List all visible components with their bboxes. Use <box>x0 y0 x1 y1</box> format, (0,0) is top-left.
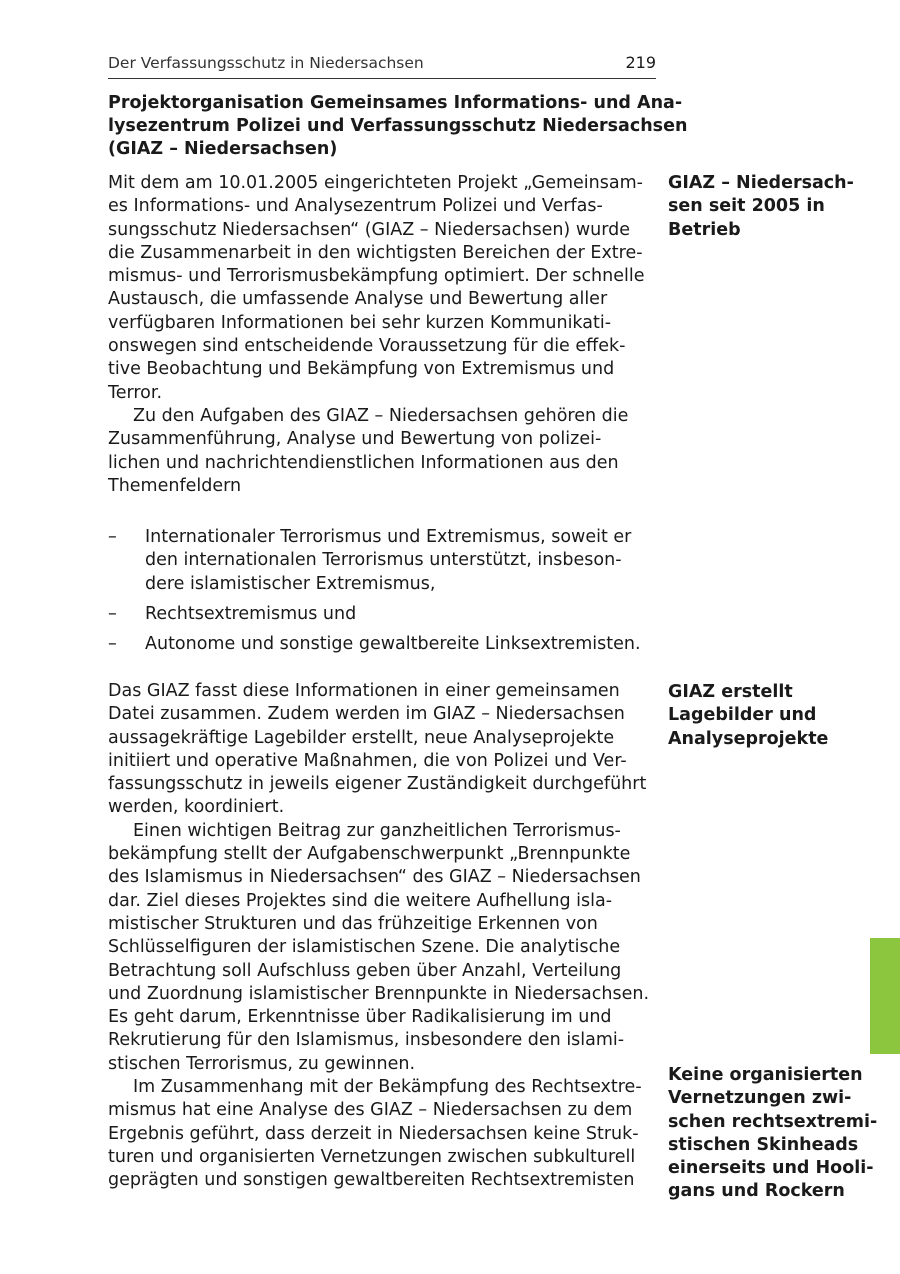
text-line: dere islamistischer Extremismus, <box>145 573 436 594</box>
bullet-dash: – <box>108 634 117 655</box>
note-line: Lagebilder und <box>668 705 817 726</box>
bullet-dash: – <box>108 527 117 547</box>
text-line: stischen Terrorismus, zu gewinnen. <box>108 1053 416 1074</box>
section-heading <box>108 92 688 161</box>
text-line: turen und organisierten Vernetzungen zwischen subkulturell <box>108 1146 636 1167</box>
text-line: und Zuordnung islamistischer Brennpunkte in Niedersachsen. <box>108 983 650 1004</box>
margin-note-vernetzungen <box>668 1064 878 1204</box>
note-line: stischen Skinheads <box>668 1134 859 1155</box>
text-line: aussagekräftige Lagebilder erstellt, neue Analyseprojekte <box>108 727 615 748</box>
text-line: den internationalen Terrorismus unterstützt, insbeson- <box>145 550 622 571</box>
text-line: mismus hat eine Analyse des GIAZ – Niedersachsen zu dem <box>108 1100 633 1121</box>
text-line: Einen wichtigen Beitrag zur ganzheitlichen Terrorismus- <box>133 820 621 841</box>
note-line: GIAZ erstellt <box>668 682 793 702</box>
heading-line: lysezentrum Polizei und Verfassungsschutz Niedersachsen <box>108 116 688 136</box>
note-line: Vernetzungen zwi- <box>668 1088 852 1109</box>
text-line: des Islamismus in Niedersachsen“ des GIAZ – Niedersachsen <box>108 867 641 888</box>
text-line: Rechtsextremismus und <box>145 603 357 624</box>
note-line: schen rechtsextremi- <box>668 1111 878 1132</box>
note-line: sen seit 2005 in <box>668 196 825 217</box>
text-line: Terror. <box>108 382 163 403</box>
bullet-dash: – <box>108 603 117 624</box>
list-item <box>108 633 656 656</box>
topic-list <box>108 526 656 663</box>
note-line: Betrieb <box>668 219 741 240</box>
running-header <box>108 52 656 79</box>
text-line: es Informations- und Analysezentrum Polizei und Verfas- <box>108 196 603 217</box>
text-line: Mit dem am 10.01.2005 eingerichteten Projekt „Gemeinsam- <box>108 173 643 193</box>
list-item <box>108 603 656 626</box>
text-line: Im Zusammenhang mit der Bekämpfung des Rechtsextre- <box>133 1077 642 1098</box>
note-line: GIAZ – Niedersach- <box>668 173 854 193</box>
text-line: initiiert und operative Maßnahmen, die von Polizei und Ver- <box>108 750 627 771</box>
text-line: sungsschutz Niedersachsen“ (GIAZ – Niedersachsen) wurde <box>108 219 630 240</box>
note-line: Analyseprojekte <box>668 728 829 749</box>
text-line: Es geht darum, Erkenntnisse über Radikalisierung im und <box>108 1007 612 1028</box>
chapter-thumb-tab <box>870 938 900 1054</box>
text-line: Datei zusammen. Zudem werden im GIAZ – Niedersachsen <box>108 704 625 725</box>
text-line: Autonome und sonstige gewaltbereite Linksextremisten. <box>145 634 641 655</box>
text-line: dar. Ziel dieses Projektes sind die weitere Aufhellung isla- <box>108 890 613 911</box>
text-line: Internationaler Terrorismus und Extremismus, soweit er <box>145 527 632 547</box>
text-line: Themenfeldern <box>108 475 242 496</box>
text-line: Zusammenführung, Analyse und Bewertung von polizei- <box>108 429 602 450</box>
text-line: Das GIAZ fasst diese Informationen in einer gemeinsamen <box>108 681 620 701</box>
list-item <box>108 526 656 596</box>
text-line: bekämpfung stellt der Aufgabenschwerpunkt „Brennpunkte <box>108 844 631 865</box>
text-line: Austausch, die umfassende Analyse und Bewertung aller <box>108 289 608 310</box>
text-line: fassungsschutz in jeweils eigener Zuständigkeit durchgeführt <box>108 774 647 795</box>
text-line: Zu den Aufgaben des GIAZ – Niedersachsen gehören die <box>133 405 629 426</box>
text-line: die Zusammenarbeit in den wichtigsten Bereichen der Extre- <box>108 242 643 263</box>
text-line: mismus- und Terrorismusbekämpfung optimiert. Der schnelle <box>108 266 645 287</box>
heading-line: Projektorganisation Gemeinsames Informations- und Ana- <box>108 93 683 113</box>
note-line: Keine organisierten <box>668 1065 863 1085</box>
page-number: 219 <box>625 53 656 72</box>
text-line: mistischer Strukturen und das frühzeitige Erkennen von <box>108 913 598 934</box>
note-line: einerseits und Hooli- <box>668 1158 874 1179</box>
paragraph-1 <box>108 172 656 498</box>
margin-note-giaz-betrieb <box>668 172 868 242</box>
note-line: gans und Rockern <box>668 1181 845 1202</box>
text-line: werden, koordiniert. <box>108 797 285 818</box>
text-line: tive Beobachtung und Bekämpfung von Extremismus und <box>108 359 615 380</box>
text-line: lichen und nachrichtendienstlichen Informationen aus den <box>108 452 619 473</box>
text-line: Schlüsselfiguren der islamistischen Szene. Die analytische <box>108 937 621 958</box>
header-title: Der Verfassungsschutz in Niedersachsen <box>108 54 424 72</box>
heading-line: (GIAZ – Niedersachsen) <box>108 139 338 159</box>
text-line: Rekrutierung für den Islamismus, insbesondere den islami- <box>108 1030 625 1051</box>
text-line: onswegen sind entscheidende Voraussetzung für die effek- <box>108 336 626 357</box>
margin-note-lagebilder <box>668 681 868 751</box>
text-line: geprägten und sonstigen gewaltbereiten Rechtsextremisten <box>108 1170 635 1191</box>
paragraph-3 <box>108 680 656 1193</box>
text-line: Ergebnis geführt, dass derzeit in Niedersachsen keine Struk- <box>108 1123 639 1144</box>
text-line: Betrachtung soll Aufschluss geben über Anzahl, Verteilung <box>108 960 622 981</box>
text-line: verfügbaren Informationen bei sehr kurzen Kommunikati- <box>108 312 612 333</box>
